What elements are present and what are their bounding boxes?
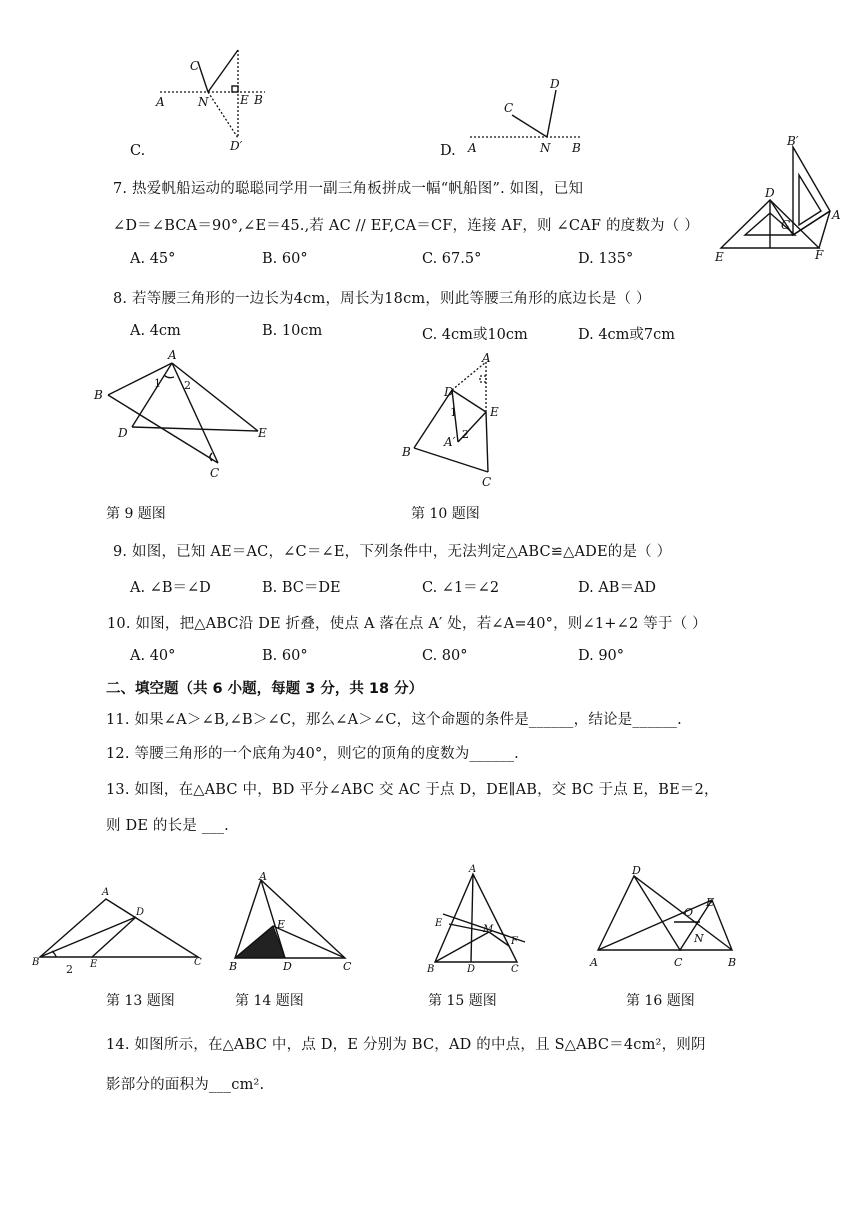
label-b: B [94, 388, 103, 402]
label-c: C [343, 960, 352, 973]
q9-option-d[interactable]: D. AB＝AD [578, 580, 657, 596]
figure-16 [588, 862, 748, 977]
q7-option-d[interactable]: D. 135° [578, 251, 634, 267]
q11-stem: 11. 如果∠A＞∠B,∠B＞∠C，那么∠A＞∠C，这个命题的条件是______，结论是______. [106, 712, 682, 728]
label-1: 1 [154, 377, 161, 390]
label-d: D [765, 186, 775, 200]
caption-fig9: 第 9 题图 [106, 506, 166, 522]
q7-option-c[interactable]: C. 67.5° [422, 251, 482, 267]
label-f: F [511, 936, 518, 947]
caption-fig10: 第 10 题图 [411, 506, 480, 522]
label-e: E [240, 93, 249, 107]
q8-option-a[interactable]: A. 4cm [130, 323, 181, 339]
label-a: A [259, 870, 267, 883]
q6-option-c[interactable]: C. [130, 143, 146, 159]
label-e: E [277, 918, 286, 931]
q10-option-c[interactable]: C. 80° [422, 648, 468, 664]
q13-stem-line2: 则 DE 的长是 ___. [106, 818, 229, 834]
q9-stem: 9. 如图，已知 AE＝AC，∠C＝∠E，下列条件中，无法判定△ABC≌△ADE的是（ ） [113, 544, 672, 560]
label-1: 1 [450, 406, 457, 419]
label-d: D [550, 77, 560, 91]
q8-option-c[interactable]: C. 4cm或10cm [422, 327, 528, 343]
label-b: B [402, 445, 411, 459]
q6-figure-d [460, 70, 590, 160]
label-a-prime: A′ [444, 435, 456, 449]
label-d: D [283, 960, 292, 973]
label-c: C [511, 964, 519, 975]
label-a: A [168, 348, 177, 362]
q7-figure [715, 134, 845, 264]
label-c: C [190, 59, 200, 73]
label-n: N [694, 932, 704, 945]
label-b: B [254, 93, 263, 107]
label-2: 2 [66, 963, 73, 976]
q7-option-a[interactable]: A. 45° [130, 251, 176, 267]
label-f: F [815, 248, 824, 262]
label-e: E [258, 426, 267, 440]
label-2: 2 [462, 428, 469, 441]
q7-stem-line1: 7. 热爱帆船运动的聪聪同学用一副三角板拼成一幅“帆船图”. 如图，已知 [113, 181, 584, 197]
caption-fig16: 第 16 题图 [626, 993, 695, 1009]
label-b: B [427, 964, 435, 975]
label-b: B [728, 956, 737, 969]
q8-option-d[interactable]: D. 4cm或7cm [578, 327, 676, 343]
label-a: A [469, 864, 477, 875]
q12-stem: 12. 等腰三角形的一个底角为40°，则它的顶角的度数为______. [106, 746, 519, 762]
q10-option-b[interactable]: B. 60° [262, 648, 308, 664]
figure-10 [400, 350, 520, 490]
label-b: B [572, 141, 581, 155]
label-a: A [590, 956, 598, 969]
q13-stem-line1: 13. 如图，在△ABC 中，BD 平分∠ABC 交 AC 于点 D，DE∥AB，交 BC 于点 E，BE＝2， [106, 782, 719, 798]
label-2: 2 [184, 379, 191, 392]
figure-9 [90, 345, 280, 480]
label-d: D [632, 864, 641, 877]
q6-option-d[interactable]: D. [440, 143, 456, 159]
label-c: C [482, 475, 492, 489]
label-c: C [194, 957, 202, 968]
q8-option-b[interactable]: B. 10cm [262, 323, 323, 339]
q10-option-d[interactable]: D. 90° [578, 648, 625, 664]
label-d: D [136, 907, 145, 918]
label-n: N [198, 95, 209, 109]
q14-stem-line2: 影部分的面积为___cm². [106, 1077, 265, 1093]
label-d: D [444, 385, 454, 399]
label-a: A [102, 887, 110, 898]
label-c: C [781, 218, 791, 232]
label-e: E [706, 896, 715, 909]
figure-15 [425, 862, 535, 977]
label-n: N [540, 141, 551, 155]
figure-14 [225, 870, 355, 975]
label-e: E [715, 250, 724, 264]
label-a: A [156, 95, 165, 109]
label-b: B [32, 957, 40, 968]
q10-option-a[interactable]: A. 40° [130, 648, 176, 664]
label-d: D [118, 426, 128, 440]
figure-13 [30, 885, 210, 975]
label-o: O [684, 906, 694, 919]
q9-option-b[interactable]: B. BC＝DE [262, 580, 341, 596]
caption-fig13: 第 13 题图 [106, 993, 175, 1009]
q6-figure-c [150, 40, 280, 160]
label-c: C [210, 466, 220, 480]
label-a: A [468, 141, 477, 155]
caption-fig14: 第 14 题图 [235, 993, 304, 1009]
caption-fig15: 第 15 题图 [428, 993, 497, 1009]
q8-stem: 8. 若等腰三角形的一边长为4cm，周长为18cm，则此等腰三角形的底边长是（ ） [113, 291, 651, 307]
label-e: E [90, 959, 98, 970]
label-b: B [229, 960, 238, 973]
section-heading-fill-in: 二、填空题（共 6 小题，每题 3 分，共 18 分） [106, 681, 424, 697]
label-a: A [832, 208, 841, 222]
label-e: E [490, 405, 499, 419]
label-c: C [504, 101, 514, 115]
label-d-prime: D′ [230, 139, 243, 153]
label-e: E [435, 918, 443, 929]
q9-option-c[interactable]: C. ∠1＝∠2 [422, 580, 500, 596]
q7-stem-line2: ∠D＝∠BCA＝90°,∠E＝45.,若 AC // EF,CA＝CF，连接 AF，则 ∠CAF 的度数为（ ） [113, 218, 699, 234]
label-b-prime: B′ [787, 134, 799, 148]
label-m: M [483, 924, 494, 935]
label-a: A [482, 351, 491, 365]
label-d: D [467, 964, 476, 975]
q10-stem: 10. 如图，把△ABC沿 DE 折叠，使点 A 落在点 A′ 处，若∠A=40°，则∠1+∠2 等于（ ） [107, 616, 707, 632]
q7-option-b[interactable]: B. 60° [262, 251, 308, 267]
q9-option-a[interactable]: A. ∠B＝∠D [130, 580, 211, 596]
q14-stem-line1: 14. 如图所示，在△ABC 中，点 D，E 分别为 BC，AD 的中点，且 S△ABC＝4cm²，则阴 [106, 1037, 706, 1053]
label-c: C [674, 956, 683, 969]
